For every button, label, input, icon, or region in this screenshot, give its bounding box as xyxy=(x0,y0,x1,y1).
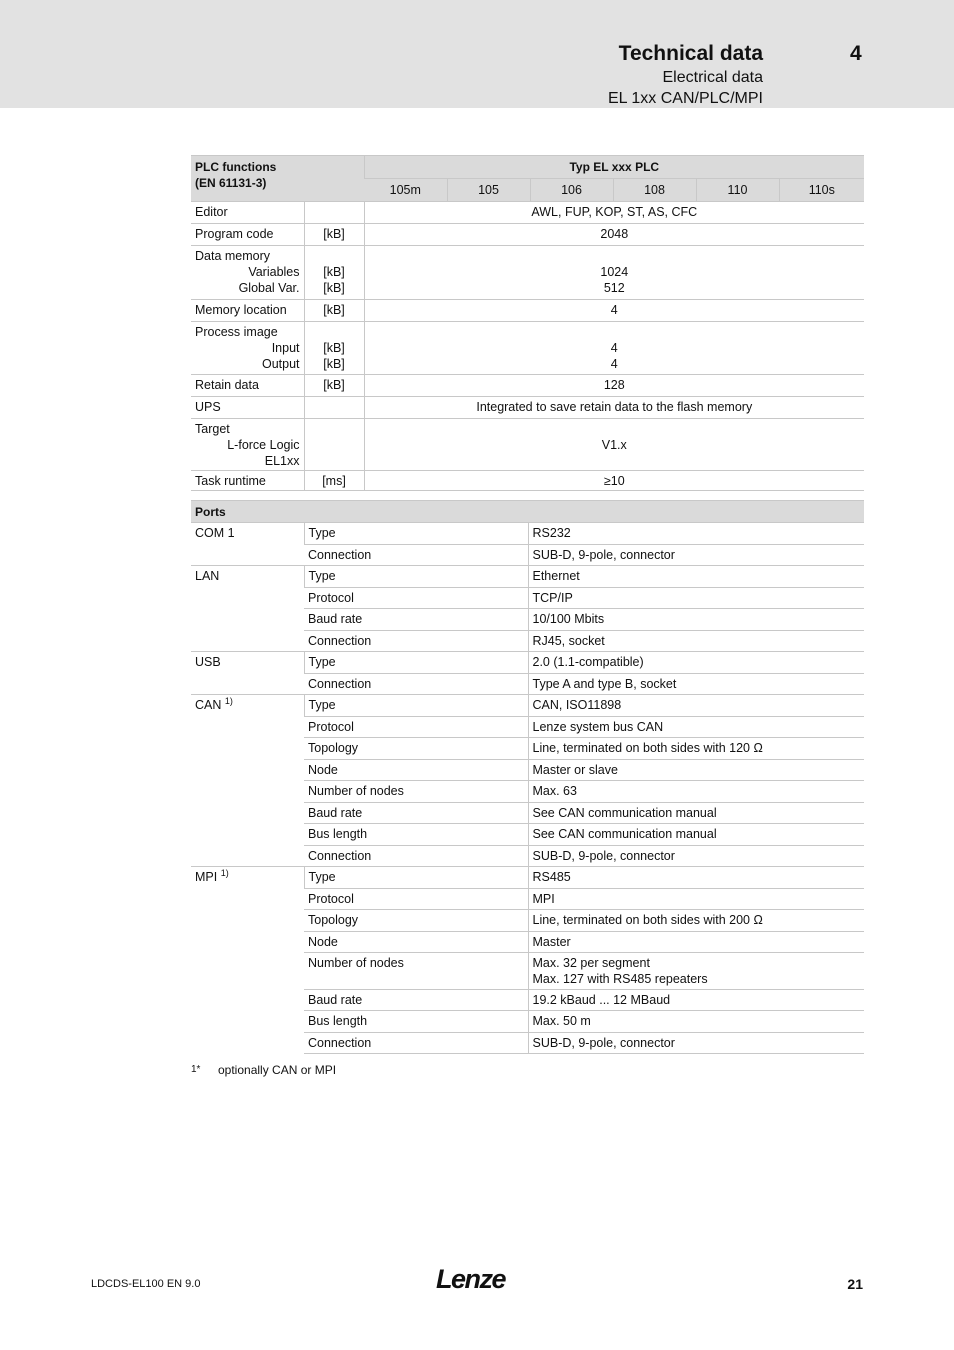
value-cell: SUB-D, 9-pole, connector xyxy=(528,545,864,566)
model-cell: 105 xyxy=(447,179,530,202)
plc-header-row xyxy=(191,156,864,179)
plc-head-label-line1: PLC functions xyxy=(195,160,277,174)
row-unit xyxy=(304,397,364,419)
data-memory-label: Data memory xyxy=(195,249,271,263)
page-number: 21 xyxy=(847,1276,863,1292)
table-row xyxy=(191,566,864,588)
variables-unit: [kB] xyxy=(323,265,345,279)
port-label-usb: USB xyxy=(191,652,304,695)
row-label xyxy=(191,322,304,375)
param-cell: Baud rate xyxy=(304,609,528,631)
param-cell: Type xyxy=(304,652,528,674)
model-cell: 105m xyxy=(364,179,447,202)
target-line3: EL1xx xyxy=(264,454,300,468)
param-cell: Bus length xyxy=(304,1011,528,1033)
footnote-mark: 1* xyxy=(191,1064,201,1075)
table-row xyxy=(191,695,864,717)
value-cell: Ethernet xyxy=(528,566,864,588)
row-label: Task runtime xyxy=(191,471,304,491)
param-cell: Connection xyxy=(304,545,528,566)
param-cell: Bus length xyxy=(304,824,528,846)
lenze-logo xyxy=(436,1264,516,1294)
value-cell: Max. 63 xyxy=(528,781,864,803)
header-band xyxy=(0,0,954,108)
row-value: V1.x xyxy=(364,419,864,471)
table-row xyxy=(191,523,864,545)
value-cell: CAN, ISO11898 xyxy=(528,695,864,717)
ports-table xyxy=(191,500,864,1054)
param-cell: Node xyxy=(304,932,528,953)
value-line-2: Max. 127 with RS485 repeaters xyxy=(532,972,708,986)
param-cell: Type xyxy=(304,566,528,588)
value-cell: 19.2 kBaud ... 12 MBaud xyxy=(528,990,864,1011)
value-cell: 10/100 Mbits xyxy=(528,609,864,631)
plc-head-label-line2: (EN 61131-3) xyxy=(195,176,267,190)
port-label-can xyxy=(191,695,304,867)
table-row xyxy=(191,652,864,674)
output-label: Output xyxy=(261,357,300,371)
row-value: 4 xyxy=(364,300,864,322)
ports-title: Ports xyxy=(191,501,864,523)
param-cell: Type xyxy=(304,695,528,717)
page-title: Technical data xyxy=(618,42,763,65)
value-cell: MPI xyxy=(528,889,864,910)
param-cell: Protocol xyxy=(304,717,528,738)
value-cell: Type A and type B, socket xyxy=(528,674,864,695)
target-label: Target xyxy=(195,422,230,436)
param-cell: Topology xyxy=(304,738,528,760)
plc-row-retain-data xyxy=(191,375,864,397)
output-value: 4 xyxy=(610,357,618,371)
global-var-label: Global Var. xyxy=(238,281,300,295)
row-unit xyxy=(304,202,364,224)
model-cell: 106 xyxy=(530,179,613,202)
row-value: 2048 xyxy=(364,224,864,246)
footnote xyxy=(191,1062,336,1078)
row-value xyxy=(364,246,864,300)
page-subtitle-2: EL 1xx CAN/PLC/MPI xyxy=(607,90,763,107)
param-cell: Connection xyxy=(304,846,528,867)
param-cell: Protocol xyxy=(304,889,528,910)
table-row xyxy=(191,867,864,889)
port-label-lan: LAN xyxy=(191,566,304,652)
param-cell: Connection xyxy=(304,674,528,695)
param-cell: Topology xyxy=(304,910,528,932)
lenze-logo-text: Lenze xyxy=(436,1264,506,1294)
param-cell: Connection xyxy=(304,631,528,652)
document-id: LDCDS-EL100 EN 9.0 xyxy=(91,1278,201,1290)
value-cell: Max. 50 m xyxy=(528,1011,864,1033)
value-cell: RJ45, socket xyxy=(528,631,864,652)
row-label xyxy=(191,246,304,300)
value-cell: SUB-D, 9-pole, connector xyxy=(528,1033,864,1054)
plc-row-program-code xyxy=(191,224,864,246)
value-cell: See CAN communication manual xyxy=(528,824,864,846)
row-label: Retain data xyxy=(191,375,304,397)
row-label: Program code xyxy=(191,224,304,246)
row-value: AWL, FUP, KOP, ST, AS, CFC xyxy=(364,202,864,224)
value-cell: See CAN communication manual xyxy=(528,803,864,824)
row-label: Memory location xyxy=(191,300,304,322)
chapter-number: 4 xyxy=(850,42,862,65)
value-cell: SUB-D, 9-pole, connector xyxy=(528,846,864,867)
plc-row-process-image xyxy=(191,322,864,375)
process-image-label: Process image xyxy=(195,325,278,339)
value-line-1: Max. 32 per segment xyxy=(532,956,650,970)
model-cell: 108 xyxy=(613,179,696,202)
value-cell: Line, terminated on both sides with 200 Ω xyxy=(528,910,864,932)
model-cell: 110 xyxy=(696,179,779,202)
ports-header-row xyxy=(191,501,864,523)
plc-row-data-memory xyxy=(191,246,864,300)
param-cell: Type xyxy=(304,867,528,889)
global-var-value: 512 xyxy=(603,281,625,295)
page-subtitle-1: Electrical data xyxy=(662,69,763,86)
input-unit: [kB] xyxy=(323,341,345,355)
row-label: Editor xyxy=(191,202,304,224)
row-unit: [kB] xyxy=(304,224,364,246)
param-cell: Node xyxy=(304,760,528,781)
param-cell: Baud rate xyxy=(304,803,528,824)
variables-value: 1024 xyxy=(600,265,629,279)
plc-head-label xyxy=(191,156,364,202)
value-cell: TCP/IP xyxy=(528,588,864,609)
plc-row-editor xyxy=(191,202,864,224)
footnote-text: optionally CAN or MPI xyxy=(218,1063,337,1077)
value-cell: RS232 xyxy=(528,523,864,545)
row-value: 128 xyxy=(364,375,864,397)
value-cell: Master xyxy=(528,932,864,953)
param-cell: Baud rate xyxy=(304,990,528,1011)
param-cell: Number of nodes xyxy=(304,781,528,803)
model-cell: 110s xyxy=(779,179,864,202)
input-value: 4 xyxy=(610,341,618,355)
row-value xyxy=(364,322,864,375)
mpi-label: MPI xyxy=(195,870,218,884)
global-var-unit: [kB] xyxy=(323,281,345,295)
row-unit: [kB] xyxy=(304,375,364,397)
row-value: ≥10 xyxy=(364,471,864,491)
plc-row-task-runtime xyxy=(191,471,864,491)
value-cell: Master or slave xyxy=(528,760,864,781)
value-cell: 2.0 (1.1-compatible) xyxy=(528,652,864,674)
plc-functions-table xyxy=(191,155,864,491)
row-unit xyxy=(304,322,364,375)
row-unit xyxy=(304,419,364,471)
row-unit: [ms] xyxy=(304,471,364,491)
output-unit: [kB] xyxy=(323,357,345,371)
port-label-com1: COM 1 xyxy=(191,523,304,566)
param-cell: Number of nodes xyxy=(304,953,528,990)
can-label: CAN xyxy=(195,698,222,712)
value-cell xyxy=(528,953,864,990)
plc-row-target xyxy=(191,419,864,471)
row-label: UPS xyxy=(191,397,304,419)
row-unit: [kB] xyxy=(304,300,364,322)
value-cell: Line, terminated on both sides with 120 Ω xyxy=(528,738,864,760)
row-label xyxy=(191,419,304,471)
value-cell: RS485 xyxy=(528,867,864,889)
param-cell: Protocol xyxy=(304,588,528,609)
plc-type-header: Typ EL xxx PLC xyxy=(364,156,864,179)
input-label: Input xyxy=(271,341,300,355)
port-label-mpi xyxy=(191,867,304,1054)
target-line2: L-force Logic xyxy=(227,438,300,452)
param-cell: Connection xyxy=(304,1033,528,1054)
plc-row-memory-location xyxy=(191,300,864,322)
plc-row-ups xyxy=(191,397,864,419)
row-value: Integrated to save retain data to the flash memory xyxy=(364,397,864,419)
mpi-footnote-mark: 1) xyxy=(220,868,229,878)
variables-label: Variables xyxy=(248,265,300,279)
can-footnote-mark: 1) xyxy=(224,696,233,706)
row-unit xyxy=(304,246,364,300)
param-cell: Type xyxy=(304,523,528,545)
value-cell: Lenze system bus CAN xyxy=(528,717,864,738)
